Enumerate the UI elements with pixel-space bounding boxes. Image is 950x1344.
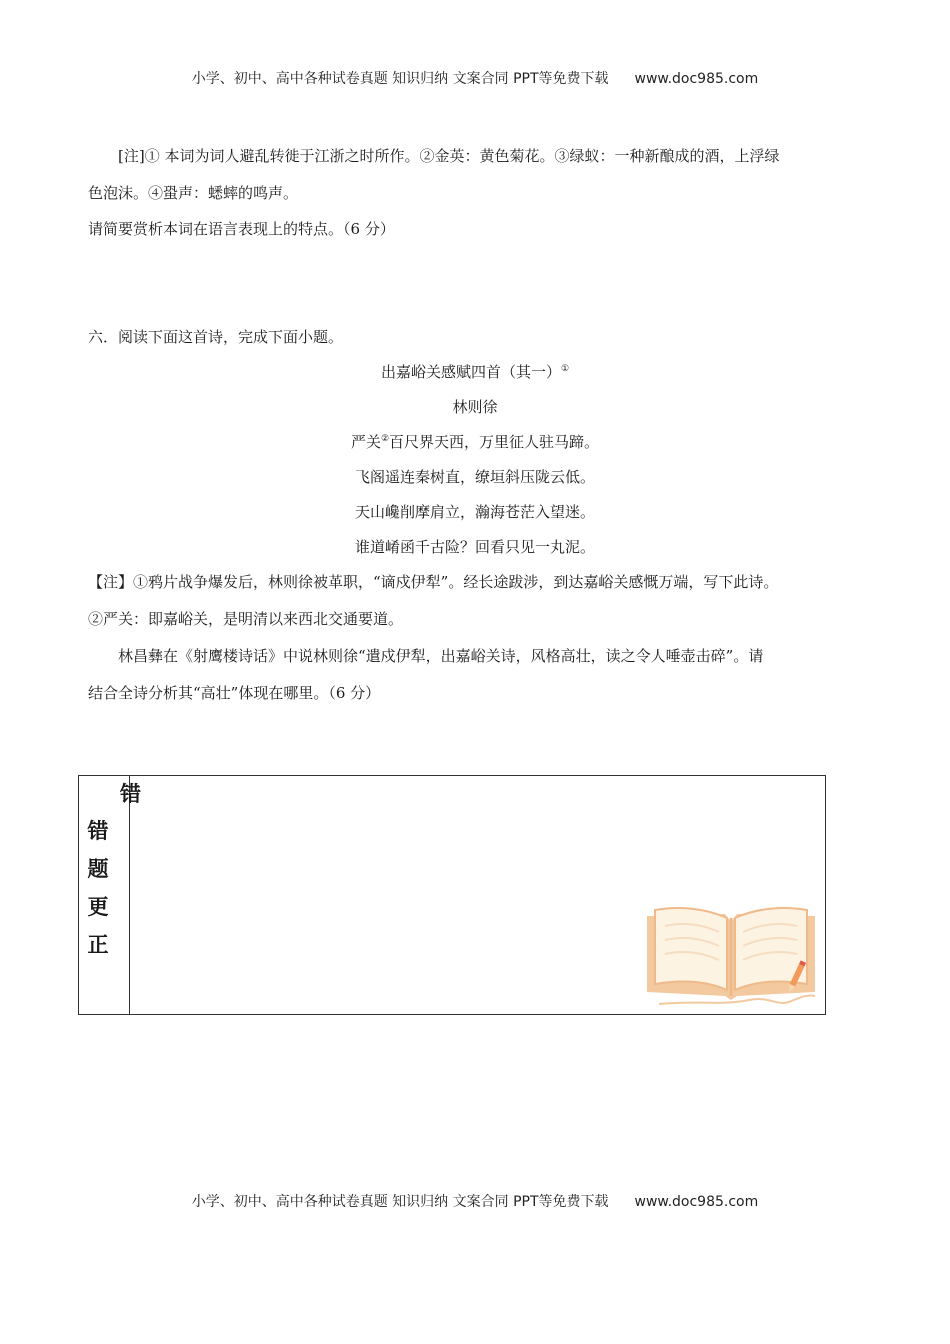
correction-box-top-char: 错 xyxy=(120,782,141,806)
s6-question-line2: 结合全诗分析其“高壮”体现在哪里。（6 分） xyxy=(88,684,381,702)
poem-line-1-b: 百尺界天西，万里征人驻马蹄。 xyxy=(389,433,600,451)
s6-heading: 六．阅读下面这首诗，完成下面小题。 xyxy=(88,328,344,346)
correction-label-char: 正 xyxy=(87,933,109,957)
page-footer xyxy=(0,1191,950,1211)
correction-box-label xyxy=(79,812,117,964)
poem-line-1 xyxy=(0,431,950,453)
correction-label-char: 题 xyxy=(87,857,109,881)
s5-question: 请简要赏析本词在语言表现上的特点。（6 分） xyxy=(88,220,395,238)
open-book-icon xyxy=(639,904,824,1009)
header-site: www.doc985.com xyxy=(634,71,759,87)
poem-title-mark: ① xyxy=(560,364,570,374)
poem-line-2: 飞阁遥连秦树直，缭垣斜压陇云低。 xyxy=(354,468,595,486)
correction-label-char: 错 xyxy=(87,819,109,843)
poem-line-1-mark: ② xyxy=(380,434,390,444)
s6-note-line1: 【注】①鸦片战争爆发后，林则徐被革职，“谪戍伊犁”。经长途跋涉，到达嘉峪关感慨万端，写下此诗。 xyxy=(88,573,779,591)
s5-note-line2: 色泡沫。④蛩声：蟋蟀的鸣声。 xyxy=(88,184,299,202)
footer-text: 小学、初中、高中各种试卷真题 知识归纳 文案合同 PPT等免费下载 xyxy=(191,1194,609,1210)
poem-line-4: 谁道崤函千古险？回看只见一丸泥。 xyxy=(354,538,595,556)
correction-box[interactable] xyxy=(78,775,826,1015)
s6-note-line2: ②严关：即嘉峪关，是明清以来西北交通要道。 xyxy=(88,610,404,628)
poem-line-1-a: 严关 xyxy=(350,433,381,451)
poem-author: 林则徐 xyxy=(452,398,498,416)
s5-note-line1: [注]① 本词为词人避乱转徙于江浙之时所作。②金英：黄色菊花。③绿蚁：一种新酿成的酒，上浮绿 xyxy=(118,147,780,165)
header-text: 小学、初中、高中各种试卷真题 知识归纳 文案合同 PPT等免费下载 xyxy=(191,71,609,87)
correction-box-divider xyxy=(129,776,130,1014)
poem-line-3: 天山巉削摩肩立，瀚海苍茫入望迷。 xyxy=(354,503,595,521)
correction-label-char: 更 xyxy=(87,895,109,919)
poem-title xyxy=(0,361,950,383)
footer-site: www.doc985.com xyxy=(634,1194,759,1210)
page-header xyxy=(0,68,950,88)
poem-title-text: 出嘉峪关感赋四首（其一） xyxy=(380,363,561,381)
s6-question-line1: 林昌彝在《射鹰楼诗话》中说林则徐“遣戍伊犁，出嘉峪关诗，风格高壮，读之令人唾壶击碎”。请 xyxy=(118,647,764,665)
